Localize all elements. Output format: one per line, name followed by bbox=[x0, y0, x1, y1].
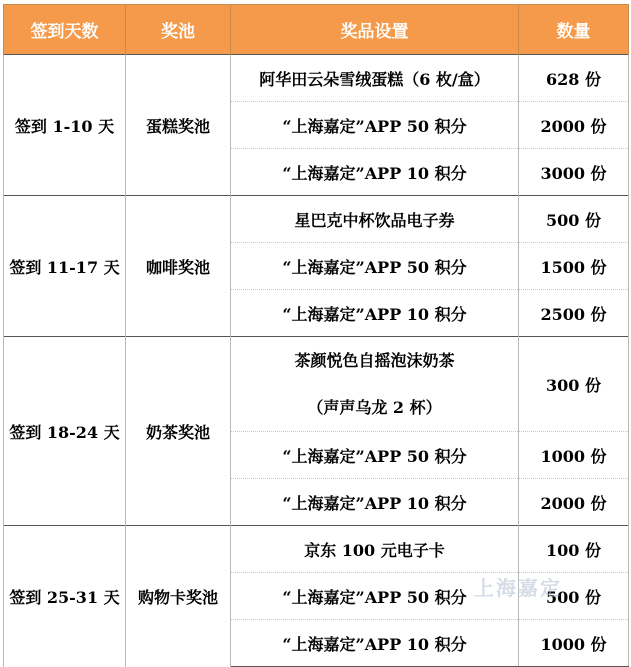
header-quantity: 数量 bbox=[519, 5, 629, 55]
prize-name-line2: （声声乌龙 2 杯） bbox=[307, 398, 442, 417]
pool-cell: 奶茶奖池 bbox=[126, 337, 231, 526]
pool-cell: 咖啡奖池 bbox=[126, 196, 231, 337]
prize-name-cell: 京东 100 元电子卡 bbox=[231, 526, 519, 573]
table-row bbox=[4, 526, 629, 573]
prize-name-cell: 阿华田云朵雪绒蛋糕（6 枚/盒） bbox=[231, 55, 519, 102]
prize-name-cell: “上海嘉定”APP 50 积分 bbox=[231, 102, 519, 149]
quantity-cell: 1500 份 bbox=[519, 243, 629, 290]
days-cell: 签到 1-10 天 bbox=[4, 55, 126, 196]
table-row bbox=[4, 196, 629, 243]
quantity-cell: 1000 份 bbox=[519, 432, 629, 479]
quantity-cell: 2000 份 bbox=[519, 479, 629, 526]
prize-name-line1: 茶颜悦色自摇泡沫奶茶 bbox=[294, 351, 455, 370]
quantity-cell: 2500 份 bbox=[519, 290, 629, 337]
prize-table bbox=[3, 4, 629, 667]
header-row bbox=[4, 5, 629, 55]
prize-name-cell: “上海嘉定”APP 50 积分 bbox=[231, 243, 519, 290]
days-cell: 签到 25-31 天 bbox=[4, 526, 126, 667]
quantity-cell: 500 份 bbox=[519, 196, 629, 243]
quantity-cell: 3000 份 bbox=[519, 149, 629, 196]
header-days: 签到天数 bbox=[4, 5, 126, 55]
prize-name-cell bbox=[231, 337, 519, 432]
quantity-cell: 2000 份 bbox=[519, 102, 629, 149]
header-pool: 奖池 bbox=[126, 5, 231, 55]
days-cell: 签到 11-17 天 bbox=[4, 196, 126, 337]
quantity-cell: 500 份 bbox=[519, 573, 629, 620]
prize-name-cell: “上海嘉定”APP 50 积分 bbox=[231, 573, 519, 620]
quantity-cell: 100 份 bbox=[519, 526, 629, 573]
pool-cell: 蛋糕奖池 bbox=[126, 55, 231, 196]
watermark: 上海嘉定 bbox=[474, 576, 562, 600]
prize-name-cell: 星巴克中杯饮品电子券 bbox=[231, 196, 519, 243]
quantity-cell: 628 份 bbox=[519, 55, 629, 102]
prize-name-cell: “上海嘉定”APP 10 积分 bbox=[231, 290, 519, 337]
prize-name-cell: “上海嘉定”APP 50 积分 bbox=[231, 432, 519, 479]
table-row bbox=[4, 337, 629, 432]
prize-name-cell: “上海嘉定”APP 10 积分 bbox=[231, 479, 519, 526]
quantity-cell: 1000 份 bbox=[519, 620, 629, 667]
days-cell: 签到 18-24 天 bbox=[4, 337, 126, 526]
table-row bbox=[4, 55, 629, 102]
prize-name-cell: “上海嘉定”APP 10 积分 bbox=[231, 620, 519, 667]
pool-cell: 购物卡奖池 bbox=[126, 526, 231, 667]
header-prize: 奖品设置 bbox=[231, 5, 519, 55]
prize-name-cell: “上海嘉定”APP 10 积分 bbox=[231, 149, 519, 196]
quantity-cell: 300 份 bbox=[519, 337, 629, 432]
